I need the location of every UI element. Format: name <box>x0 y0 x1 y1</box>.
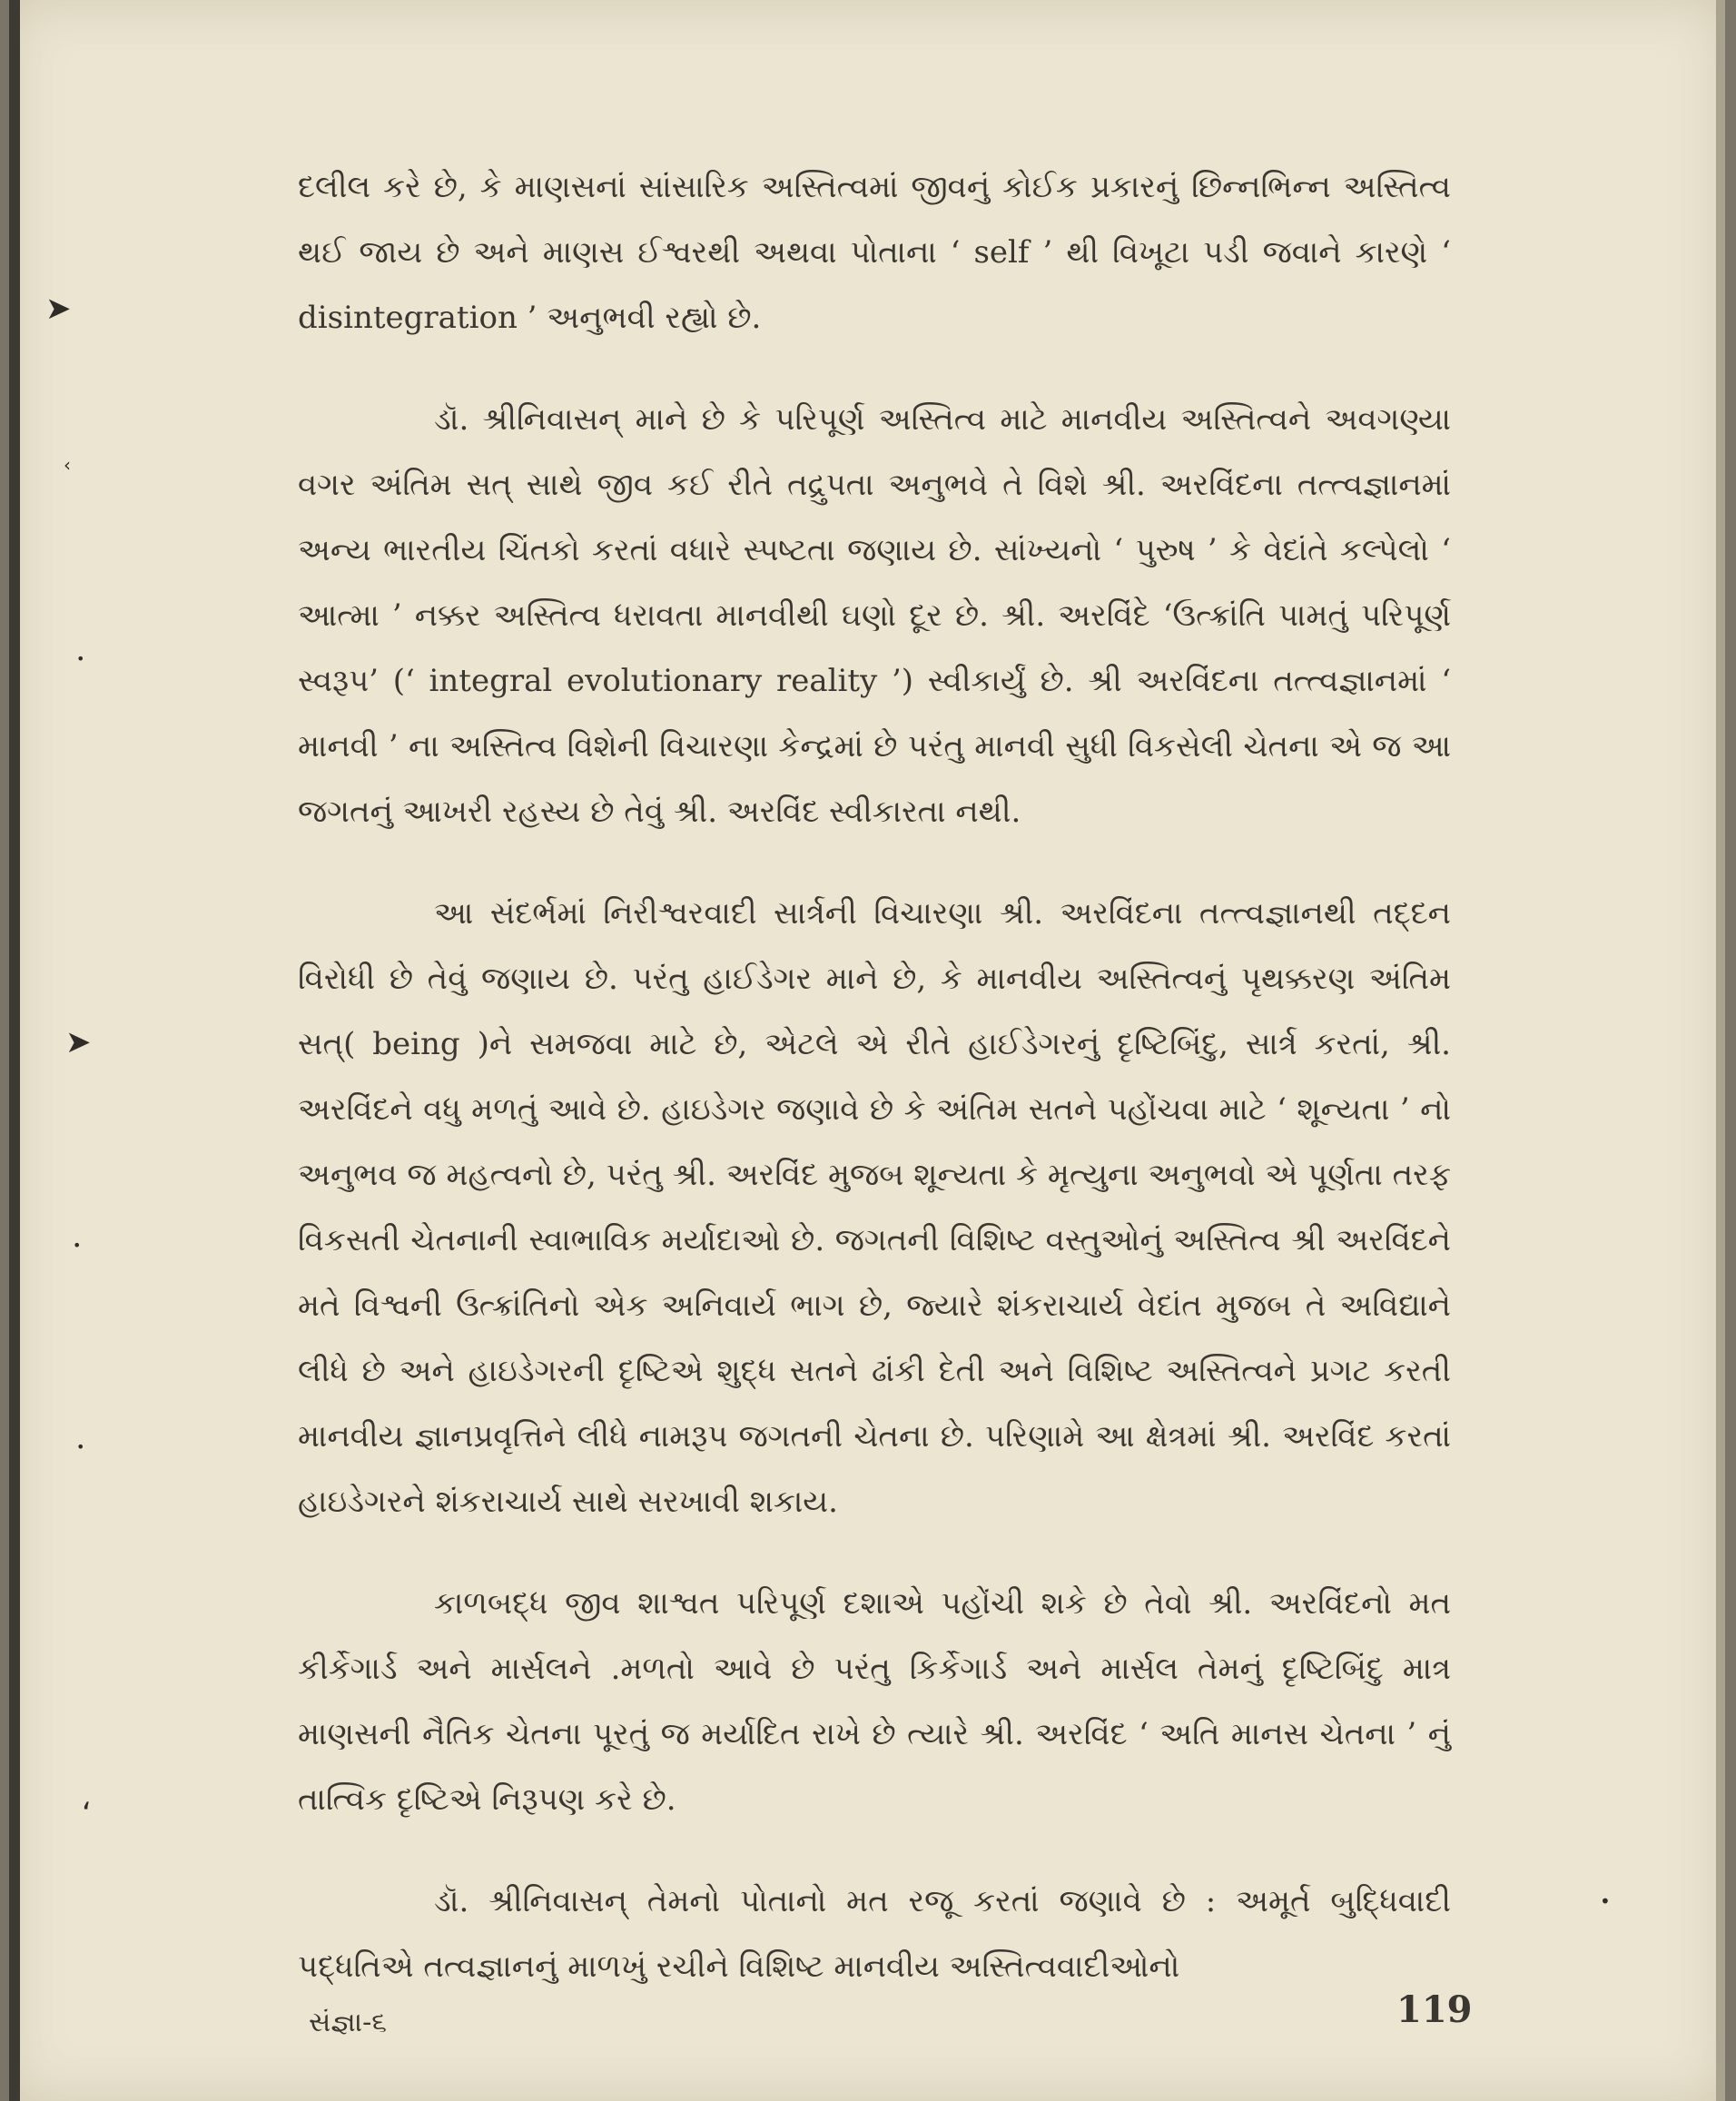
paragraph: કાળબદ્ધ જીવ શાશ્વત પરિપૂર્ણ દશાએ પહોંચી શકે છે તેવો શ્રી. અરવિંદનો મત કીર્કેગાર્ડ અને માર્સલને .મળતો આવે છે પરંતુ કિર્કેગાર્ડ અને માર્સલ તેમનું દૃષ્ટિબિંદુ માત્ર માણસની નૈતિક ચેતના પૂરતું જ મર્યાદિત રાખે છે ત્યારે શ્રી. અરવિંદ ‘ અતિ માનસ ચેતના ’ નું તાત્વિક દૃષ્ટિએ નિરૂપણ કરે છે. <box>298 1585 1451 1818</box>
page-number: 119 <box>1396 1988 1473 2031</box>
page-left-edge <box>9 0 20 2101</box>
paragraph: ડૉ. શ્રીનિવાસન્ તેમનો પોતાનો મત રજૂ કરતાં જણાવે છે : અમૂર્ત બુદ્ધિવાદી પદ્ધતિએ તત્વજ્ઞાનનું માળખું રચીને વિશિષ્ટ માનવીય અસ્તિત્વવાદીઓનો <box>298 1883 1451 1985</box>
margin-arrow-icon: ➤ <box>45 291 72 327</box>
margin-dot-icon: • <box>1600 1890 1611 1912</box>
margin-dot-icon: • <box>76 1438 85 1455</box>
margin-tick-icon: ‹ <box>64 454 71 476</box>
margin-dot-icon: • <box>73 1237 82 1254</box>
page-right-edge <box>1716 0 1725 2101</box>
margin-arrow-icon: ➤ <box>65 1024 92 1060</box>
book-page <box>9 0 1725 2101</box>
paragraph: આ સંદર્ભમાં નિરીશ્વરવાદી સાર્ત્રની વિચારણા શ્રી. અરવિંદના તત્ત્વજ્ઞાનથી તદ્દન વિરોધી છે તેવું જણાય છે. પરંતુ હાઈડેગર માને છે, કે માનવીય અસ્તિત્વનું પૃથક્કરણ અંતિમ સત્( being )ને સમજવા માટે છે, એટલે એ રીતે હાઈડેગરનું દૃષ્ટિબિંદુ, સાર્ત્ર કરતાં, શ્રી. અરવિંદને વધુ મળતું આવે છે. હાઇડેગર જણાવે છે કે અંતિમ સતને પહોંચવા માટે ‘ શૂન્યતા ’ નો અનુભવ જ મહત્વનો છે, પરંતુ શ્રી. અરવિંદ મુજબ શૂન્યતા કે મૃત્યુના અનુભવો એ પૂર્ણતા તરફ વિકસતી ચેતનાની સ્વાભાવિક મર્યાદાઓ છે. જગતની વિશિષ્ટ વસ્તુઓનું અસ્તિત્વ શ્રી અરવિંદને મતે વિશ્વની ઉત્ક્રાંતિનો એક અનિવાર્ય ભાગ છે, જ્યારે શંકરાચાર્ય વેદાંત મુજબ તે અવિદ્યાને લીધે છે અને હાઇડેગરની દૃષ્ટિએ શુદ્ધ સતને ઢાંકી દેતી અને વિશિષ્ટ અસ્તિત્વને પ્રગટ કરતી માનવીય જ્ઞાનપ્રવૃત્તિને લીધે નામરૂપ જગતની ચેતના છે. પરિણામે આ ક્ષેત્રમાં શ્રી. અરવિંદ કરતાં હાઇડેગરને શંકરાચાર્ય સાથે સરખાવી શકાય. <box>298 895 1451 1520</box>
paragraph: ડૉ. શ્રીનિવાસન્ માને છે કે પરિપૂર્ણ અસ્તિત્વ માટે માનવીય અસ્તિત્વને અવગણ્યા વગર અંતિમ સત્ સાથે જીવ કઈ રીતે તદ્રુપતા અનુભવે તે વિશે શ્રી. અરવિંદના તત્ત્વજ્ઞાનમાં અન્ય ભારતીય ચિંતકો કરતાં વધારે સ્પષ્ટતા જણાય છે. સાંખ્યનો ‘ પુરુષ ’ કે વેદાંતે કલ્પેલો ‘ આત્મા ’ નક્કર અસ્તિત્વ ધરાવતા માનવીથી ઘણો દૂર છે. શ્રી. અરવિંદે ‘ઉત્ક્રાંતિ પામતું પરિપૂર્ણ સ્વરૂપ’ (‘ integral evolutionary reality ’) સ્વીકાર્યું છે. શ્રી અરવિંદના તત્ત્વજ્ઞાનમાં ‘ માનવી ’ ના અસ્તિત્વ વિશેની વિચારણા કેન્દ્રમાં છે પરંતુ માનવી સુધી વિકસેલી ચેતના એ જ આ જગતનું આખરી રહસ્ય છે તેવું શ્રી. અરવિંદ સ્વીકારતા નથી. <box>298 401 1451 830</box>
body-text <box>298 154 1451 2036</box>
margin-tick-icon: ʻ <box>82 1796 92 1832</box>
margin-dot-icon: • <box>76 650 85 667</box>
signature-mark: સંજ્ઞા-૬ <box>309 2007 388 2038</box>
paragraph: દલીલ કરે છે, કે માણસનાં સાંસારિક અસ્તિત્વમાં જીવનું કોઈક પ્રકારનું છિન્નભિન્ન અસ્તિત્વ થઈ જાય છે અને માણસ ઈશ્વરથી અથવા પોતાના ‘ self ’ થી વિખૂટા પડી જવાને કારણે ‘ disintegration ’ અનુભવી રહ્યો છે. <box>298 169 1451 336</box>
